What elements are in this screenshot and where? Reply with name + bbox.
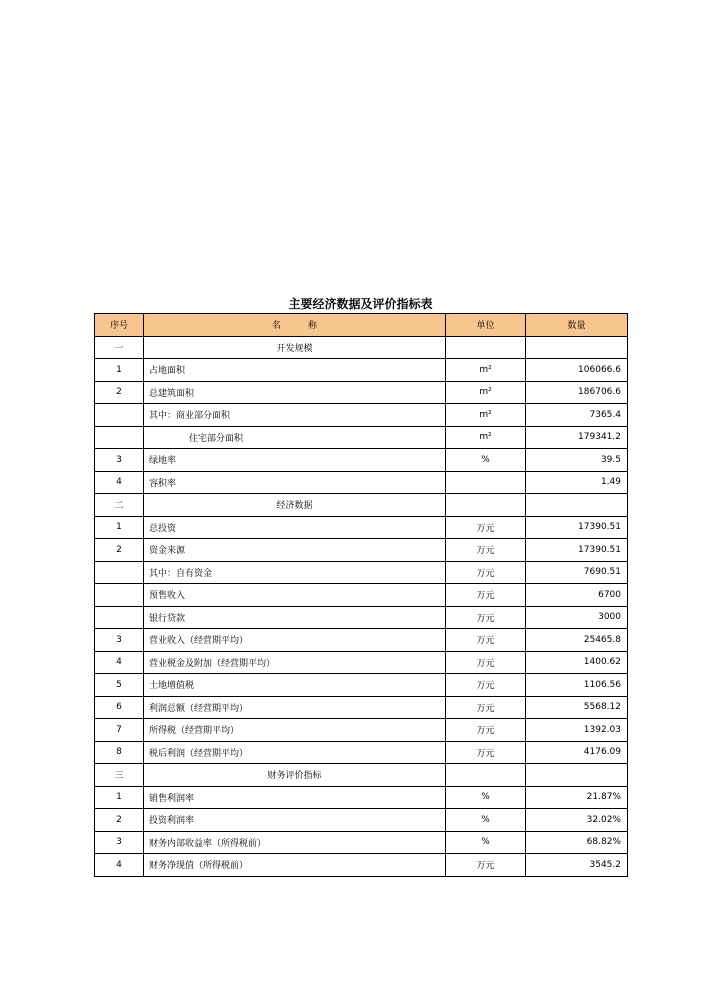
row-seq: 三: [95, 764, 144, 787]
row-value: [526, 494, 628, 517]
table-row: [95, 674, 628, 697]
row-seq: 4: [95, 854, 144, 877]
table-row: [95, 561, 628, 584]
row-seq: 2: [95, 809, 144, 832]
row-unit: 万元: [446, 651, 526, 674]
row-seq: 1: [95, 359, 144, 382]
row-seq: 二: [95, 494, 144, 517]
row-name: 开发规模: [144, 336, 446, 359]
row-name: 其中：自有资金: [144, 561, 446, 584]
row-seq: 4: [95, 471, 144, 494]
row-name: 银行贷款: [144, 606, 446, 629]
table-title: 主要经济数据及评价指标表: [288, 297, 433, 311]
row-value: 1392.03: [526, 719, 628, 742]
table-row: [95, 539, 628, 562]
row-name: 营业税金及附加（经营期平均）: [144, 651, 446, 674]
row-unit: 万元: [446, 606, 526, 629]
row-value: 39.5: [526, 449, 628, 472]
row-value: 17390.51: [526, 516, 628, 539]
row-name: 预售收入: [144, 584, 446, 607]
row-unit: %: [446, 786, 526, 809]
row-name: 其中：商业部分面积: [144, 404, 446, 427]
row-name: 容积率: [144, 471, 446, 494]
row-value: 21.87%: [526, 786, 628, 809]
row-value: 106066.6: [526, 359, 628, 382]
row-name: 财务评价指标: [144, 764, 446, 787]
row-unit: 万元: [446, 741, 526, 764]
row-value: [526, 336, 628, 359]
row-value: 25465.8: [526, 629, 628, 652]
row-unit: 万元: [446, 719, 526, 742]
row-seq: [95, 606, 144, 629]
row-value: 7690.51: [526, 561, 628, 584]
table-row: [95, 809, 628, 832]
row-value: 7365.4: [526, 404, 628, 427]
row-seq: 5: [95, 674, 144, 697]
row-name: 财务内部收益率（所得税前）: [144, 831, 446, 854]
row-name: 营业收入（经营期平均）: [144, 629, 446, 652]
row-value: 3000: [526, 606, 628, 629]
row-unit: [446, 336, 526, 359]
row-value: [526, 764, 628, 787]
table-row: [95, 854, 628, 877]
table-header-row: [95, 314, 628, 337]
row-name: 资金来源: [144, 539, 446, 562]
row-name: 绿地率: [144, 449, 446, 472]
table-row: [95, 494, 628, 517]
table-row: [95, 719, 628, 742]
table-row: [95, 741, 628, 764]
row-unit: 万元: [446, 674, 526, 697]
header-name: 名 称: [144, 314, 446, 337]
row-seq: 3: [95, 629, 144, 652]
table-row: [95, 449, 628, 472]
table-row: [95, 381, 628, 404]
row-value: 32.02%: [526, 809, 628, 832]
row-unit: 万元: [446, 854, 526, 877]
row-name: 土地增值税: [144, 674, 446, 697]
row-seq: 1: [95, 786, 144, 809]
row-unit: m²: [446, 381, 526, 404]
row-seq: 3: [95, 831, 144, 854]
table-row: [95, 786, 628, 809]
row-unit: m²: [446, 359, 526, 382]
table-row: [95, 336, 628, 359]
table-row: [95, 516, 628, 539]
row-seq: 6: [95, 696, 144, 719]
table-row: [95, 831, 628, 854]
row-unit: m²: [446, 404, 526, 427]
row-name: 经济数据: [144, 494, 446, 517]
header-unit: 单位: [446, 314, 526, 337]
row-value: 4176.09: [526, 741, 628, 764]
row-value: 1400.62: [526, 651, 628, 674]
row-seq: [95, 426, 144, 449]
row-unit: m²: [446, 426, 526, 449]
row-value: 1106.56: [526, 674, 628, 697]
row-unit: 万元: [446, 561, 526, 584]
row-unit: 万元: [446, 629, 526, 652]
row-seq: [95, 584, 144, 607]
row-name: 住宅部分面积: [144, 426, 446, 449]
row-unit: 万元: [446, 696, 526, 719]
row-unit: 万元: [446, 539, 526, 562]
table-row: [95, 764, 628, 787]
row-unit: %: [446, 831, 526, 854]
row-value: 5568.12: [526, 696, 628, 719]
row-name: 销售利润率: [144, 786, 446, 809]
row-unit: [446, 494, 526, 517]
row-name: 财务净现值（所得税前）: [144, 854, 446, 877]
row-value: 1.49: [526, 471, 628, 494]
economic-indicators-table: [94, 313, 628, 877]
row-seq: 2: [95, 539, 144, 562]
row-name: 总投资: [144, 516, 446, 539]
row-unit: 万元: [446, 516, 526, 539]
row-name: 所得税（经营期平均）: [144, 719, 446, 742]
header-value: 数量: [526, 314, 628, 337]
row-unit: %: [446, 809, 526, 832]
row-unit: [446, 764, 526, 787]
header-seq: 序号: [95, 314, 144, 337]
row-unit: 万元: [446, 584, 526, 607]
row-seq: 4: [95, 651, 144, 674]
row-unit: [446, 471, 526, 494]
row-seq: 一: [95, 336, 144, 359]
row-seq: [95, 404, 144, 427]
row-value: 3545.2: [526, 854, 628, 877]
row-value: 68.82%: [526, 831, 628, 854]
table-row: [95, 629, 628, 652]
table-row: [95, 696, 628, 719]
table-row: [95, 651, 628, 674]
row-value: 186706.6: [526, 381, 628, 404]
row-value: 179341.2: [526, 426, 628, 449]
table-row: [95, 471, 628, 494]
row-seq: 1: [95, 516, 144, 539]
table-row: [95, 359, 628, 382]
row-name: 投资利润率: [144, 809, 446, 832]
row-seq: 2: [95, 381, 144, 404]
row-seq: 8: [95, 741, 144, 764]
table-row: [95, 426, 628, 449]
row-name: 占地面积: [144, 359, 446, 382]
row-name: 利润总额（经营期平均）: [144, 696, 446, 719]
table-row: [95, 404, 628, 427]
row-unit: %: [446, 449, 526, 472]
table-row: [95, 584, 628, 607]
row-name: 税后利润（经营期平均）: [144, 741, 446, 764]
row-value: 17390.51: [526, 539, 628, 562]
row-value: 6700: [526, 584, 628, 607]
row-seq: 3: [95, 449, 144, 472]
row-name: 总建筑面积: [144, 381, 446, 404]
row-seq: [95, 561, 144, 584]
table-row: [95, 606, 628, 629]
row-seq: 7: [95, 719, 144, 742]
